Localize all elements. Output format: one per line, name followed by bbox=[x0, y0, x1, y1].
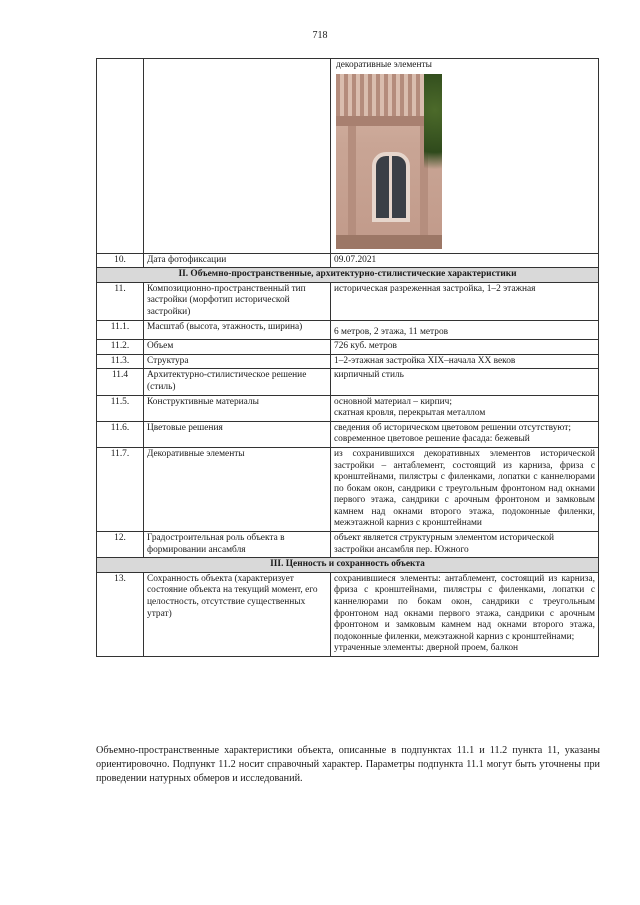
photo-caption: декоративные элементы bbox=[336, 60, 432, 70]
row-value: 6 метров, 2 этажа, 11 метров bbox=[331, 320, 599, 340]
row-number: 11.7. bbox=[97, 447, 144, 531]
photo-pilaster bbox=[348, 126, 356, 249]
value-line: современное цветовое решение фасада: бежевый bbox=[334, 434, 530, 445]
row-number: 11. bbox=[97, 282, 144, 320]
value-line: утраченные элементы: дверной проем, балкон bbox=[334, 643, 519, 654]
section-title: II. Объемно-пространственные, архитектурно-стилистические характеристики bbox=[97, 268, 599, 283]
row-number: 11.4 bbox=[97, 369, 144, 395]
row-number: 11.2. bbox=[97, 340, 144, 355]
photo-ground bbox=[336, 235, 442, 249]
table-row bbox=[97, 253, 599, 268]
row-value: объект является структурным элементом исторической застройки ансамбля пер. Южного bbox=[331, 532, 599, 558]
facade-photo bbox=[336, 74, 442, 249]
table-row bbox=[97, 369, 599, 395]
row-label: Сохранность объекта (характеризует состояние объекта на текущий момент, его целостность, отсутствие существенных утрат) bbox=[144, 572, 331, 656]
row-value bbox=[331, 572, 599, 656]
footnote: Объемно-пространственные характеристики объекта, описанные в подпунктах 11.1 и 11.2 пункта 11, указаны ориентировочно. Подпункт 11.2 носит справочный характер. Параметры подпункта 11.1 могут быть уточнены при проведении натурных обмеров и исследований. bbox=[96, 745, 600, 784]
section-header-row bbox=[97, 558, 599, 573]
row-value: историческая разреженная застройка, 1–2 этажная bbox=[331, 282, 599, 320]
cell-empty bbox=[144, 59, 331, 254]
table-row bbox=[97, 282, 599, 320]
table-row bbox=[97, 447, 599, 531]
row-value: 1–2-этажная застройка XIX–начала XX веков bbox=[331, 354, 599, 369]
row-value: из сохранившихся декоративных элементов исторической застройки – антаблемент, состоящий из карниза, фриза с кронштейнами, пилястры с филенками, лопатки с каннелюрами по бокам окон, сандрики с треугольным фронтоном над окнами первого этажа, сандрики с арочным фронтоном и замковым камнем над окнами второго этажа, подоконные филенки, межэтажной карниз с кронштейнами bbox=[331, 447, 599, 531]
table-row bbox=[97, 320, 599, 340]
row-label: Архитектурно-стилистическое решение (стиль) bbox=[144, 369, 331, 395]
table-row-photo bbox=[97, 59, 599, 254]
section-title: III. Ценность и сохранность объекта bbox=[97, 558, 599, 573]
row-number: 11.6. bbox=[97, 421, 144, 447]
row-number: 13. bbox=[97, 572, 144, 656]
row-label: Структура bbox=[144, 354, 331, 369]
row-number: 12. bbox=[97, 532, 144, 558]
cell-empty bbox=[97, 59, 144, 254]
photo-tree bbox=[424, 74, 442, 194]
value-line: сведения об историческом цветовом решении отсутствуют; bbox=[334, 422, 571, 433]
table-row bbox=[97, 421, 599, 447]
row-label: Объем bbox=[144, 340, 331, 355]
table-row bbox=[97, 395, 599, 421]
photo-cell bbox=[331, 59, 599, 254]
row-label: Градостроительная роль объекта в формировании ансамбля bbox=[144, 532, 331, 558]
row-value bbox=[331, 421, 599, 447]
row-value bbox=[331, 395, 599, 421]
table-row bbox=[97, 532, 599, 558]
row-number: 11.1. bbox=[97, 320, 144, 340]
row-label: Цветовые решения bbox=[144, 421, 331, 447]
row-label: Композиционно-пространственный тип застройки (морфотип исторической застройки) bbox=[144, 282, 331, 320]
photo-window bbox=[372, 152, 410, 222]
row-number: 10. bbox=[97, 253, 144, 268]
value-line: скатная кровля, перекрытая металлом bbox=[334, 408, 486, 419]
table-row bbox=[97, 354, 599, 369]
row-label: Масштаб (высота, этажность, ширина) bbox=[144, 320, 331, 340]
row-label: Декоративные элементы bbox=[144, 447, 331, 531]
page-number: 718 bbox=[312, 30, 328, 41]
row-number: 11.3. bbox=[97, 354, 144, 369]
row-value: 726 куб. метров bbox=[331, 340, 599, 355]
row-number: 11.5. bbox=[97, 395, 144, 421]
value-line: основной материал – кирпич; bbox=[334, 396, 452, 407]
value-line: сохранившиеся элементы: антаблемент, состоящий из карниза, фриза с кронштейнами, пилястры с филенками, лопатки с каннелюрами по бокам окон, сандрики с треугольным фронтоном над окнами первого этажа, сандрики с арочным фронтоном и замковым камнем над окнами второго этажа, подоконные филенки, межэтажной карниз с кронштейнами; bbox=[334, 573, 595, 642]
row-label: Дата фотофиксации bbox=[144, 253, 331, 268]
section-header-row bbox=[97, 268, 599, 283]
object-characteristics-table bbox=[96, 58, 599, 657]
row-value: 09.07.2021 bbox=[331, 253, 599, 268]
table-row bbox=[97, 572, 599, 656]
row-value: кирпичный стиль bbox=[331, 369, 599, 395]
row-label: Конструктивные материалы bbox=[144, 395, 331, 421]
table-row bbox=[97, 340, 599, 355]
